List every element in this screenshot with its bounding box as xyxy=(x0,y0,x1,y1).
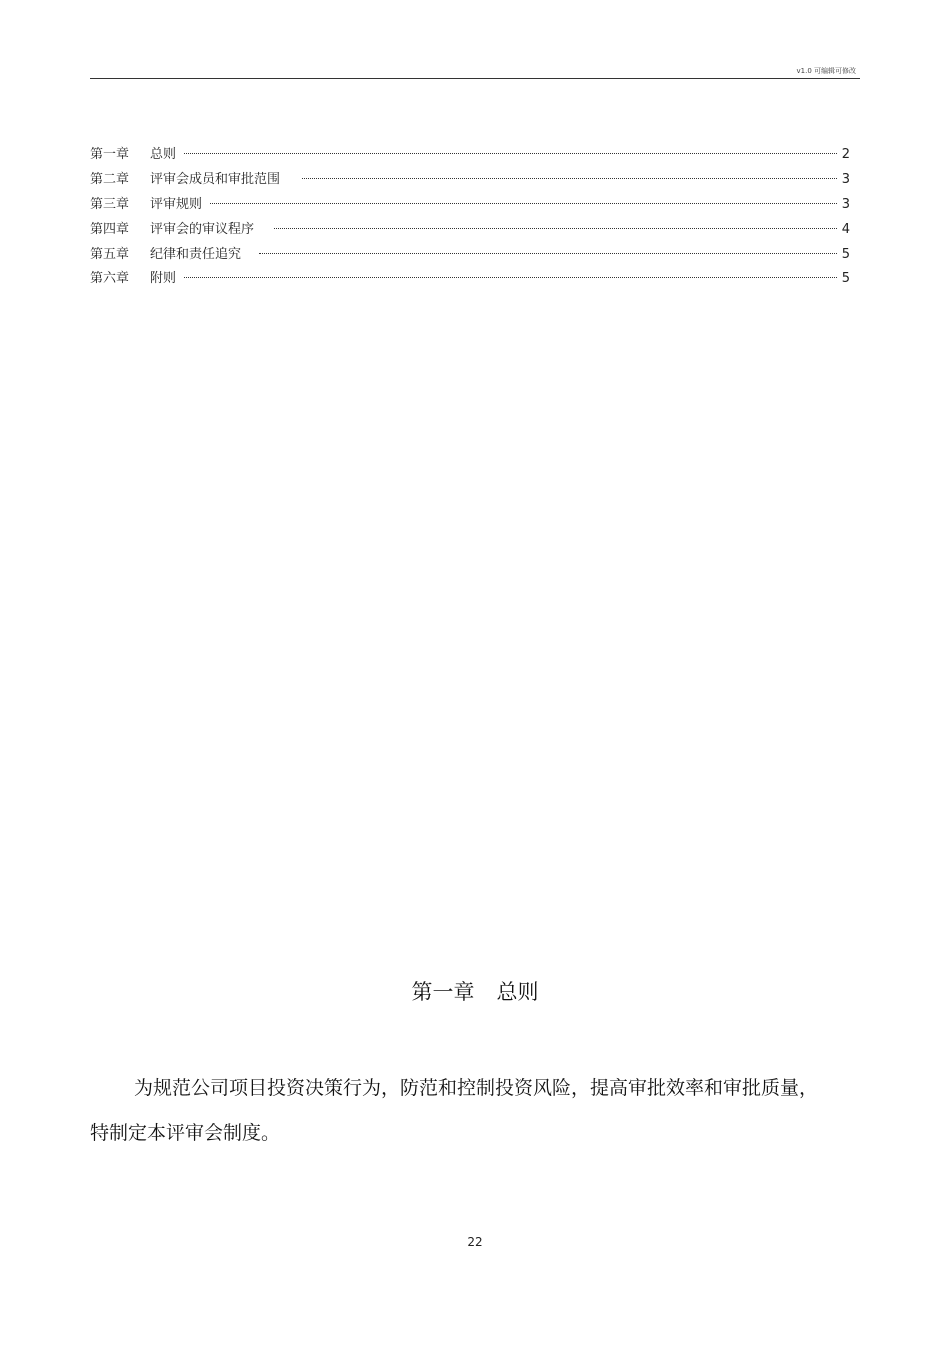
toc-chapter-number: 第六章 xyxy=(90,271,130,287)
toc-chapter-title: 附则 xyxy=(150,271,177,287)
toc-entry[interactable] xyxy=(90,243,850,268)
page-header xyxy=(90,66,860,79)
toc-entry[interactable] xyxy=(90,193,850,218)
toc-chapter-title: 纪律和责任追究 xyxy=(150,246,242,262)
toc-leader-dots xyxy=(184,276,837,278)
toc-page-number: 3 xyxy=(841,171,850,187)
chapter-number: 第一章 xyxy=(411,980,475,1004)
toc-chapter-number: 第二章 xyxy=(90,171,130,187)
toc-entry[interactable] xyxy=(90,218,850,243)
table-of-contents xyxy=(90,143,850,292)
toc-leader-dots xyxy=(274,227,837,229)
toc-leader-dots xyxy=(210,202,837,204)
toc-leader-dots xyxy=(184,152,837,154)
toc-leader-dots xyxy=(302,177,837,179)
toc-chapter-number: 第四章 xyxy=(90,221,130,237)
toc-chapter-number: 第五章 xyxy=(90,246,130,262)
toc-entry[interactable] xyxy=(90,267,850,292)
page-number: 22 xyxy=(467,1235,483,1249)
toc-chapter-number: 第一章 xyxy=(90,147,130,162)
header-version-text: v1.0 可编辑可修改 xyxy=(796,67,856,75)
toc-chapter-number: 第三章 xyxy=(90,196,130,212)
toc-chapter-title: 评审规则 xyxy=(150,196,203,212)
toc-page-number: 4 xyxy=(841,221,850,237)
toc-page-number: 2 xyxy=(841,147,850,162)
chapter-heading xyxy=(0,976,950,1006)
toc-page-number: 5 xyxy=(841,271,850,287)
toc-page-number: 5 xyxy=(841,246,850,262)
toc-chapter-title: 总则 xyxy=(150,147,177,162)
body-paragraph: 为规范公司项目投资决策行为，防范和控制投资风险，提高审批效率和审批质量，特制定本评审会制度。 xyxy=(90,1077,819,1144)
chapter-title: 总则 xyxy=(496,980,539,1004)
toc-entry[interactable] xyxy=(90,143,850,168)
toc-chapter-title: 评审会的审议程序 xyxy=(150,221,255,237)
toc-page-number: 3 xyxy=(841,196,850,212)
toc-chapter-title: 评审会成员和审批范围 xyxy=(150,171,281,187)
toc-entry[interactable] xyxy=(90,168,850,193)
toc-leader-dots xyxy=(259,252,837,254)
